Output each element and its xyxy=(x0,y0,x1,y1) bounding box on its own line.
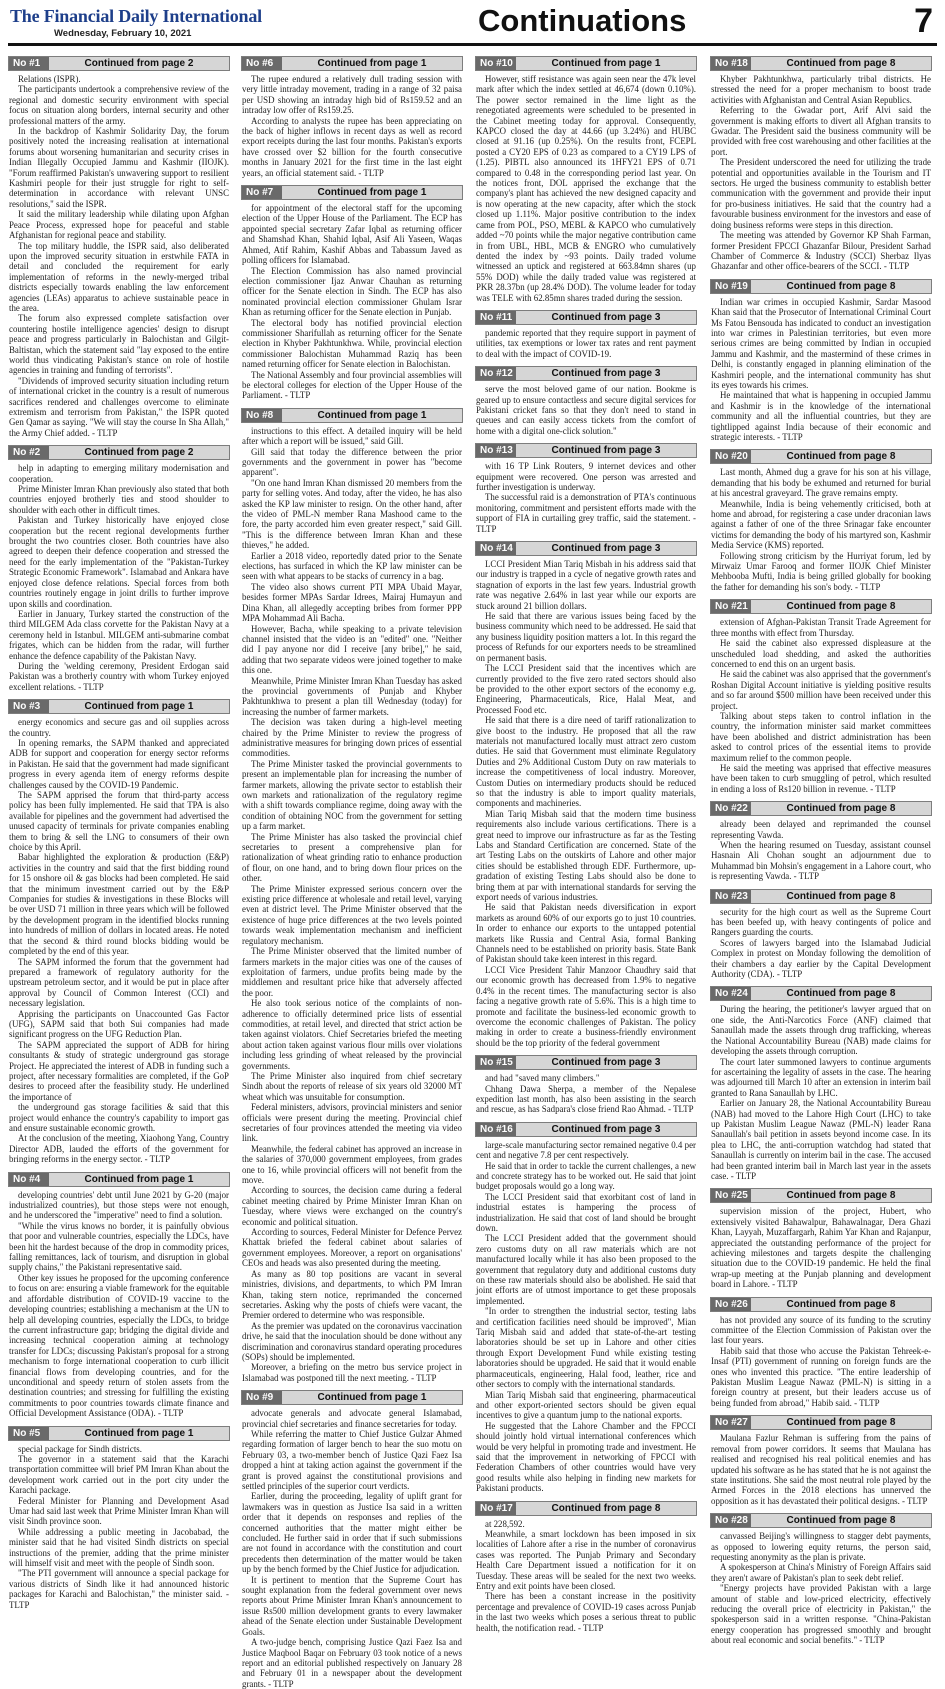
article xyxy=(710,56,932,272)
continued-from-label: Continued from page 8 xyxy=(786,601,896,613)
article-paragraph: for appointment of the electoral staff for the upcoming election of the Upper House of the Parliament. The ECP has appointed special secretary Zafar Iqbal as returning officer and Shamshad Khan, Shahid Iqbal, Asif Ali Yaseen, Waqas Ahmed, Atif Rahim, Kashif Abbas and Tabassum Javed as polling officers for Islamabad. xyxy=(242,203,462,266)
article-paragraph: While referring the matter to Chief Justice Gulzar Ahmed regarding formation of larger bench to hear the suo motu on February 03, a two-member bench of Justice Qazi Faez Isa dropped a hint at taking action against the government if the grant is proved against the constitutional provisions and settled principles of the superior court verdicts. xyxy=(242,1428,462,1491)
continued-from-label: Continued from page 1 xyxy=(551,58,661,69)
article-paragraph: Moreover, a briefing on the metro bus service project in Islamabad was postponed till the next meeting. - TLTP xyxy=(242,1362,462,1383)
continued-from-label: Continued from page 8 xyxy=(786,1417,896,1429)
article xyxy=(710,986,932,1181)
article-paragraph: "On one hand Imran Khan dismissed 20 members from the party for selling votes. And today, after the video, he has also asked the KP law minister to resign. On the other hand, after the video of PML-N member Rana Mashood came to the fore, the party accorded him even greater respect," said Gill. "This is the difference between Imran Khan and these thieves," he added. xyxy=(242,477,462,551)
article-body xyxy=(710,904,932,980)
article-paragraph: He said that there are various issues being faced by the business community which need to be addressed. He said that any business liquidity position matters a lot. In this regard the process of Refunds for our exporters needs to be streamlined on permanent basis. xyxy=(476,611,696,663)
article xyxy=(710,1513,932,1645)
article-body xyxy=(475,381,697,436)
article-paragraph: He suggested that the Lahore Chamber and the FPCCI should jointly hold virtual international conferences which would be very helpful in promoting trade and investment. He said that the improvement in networking of FPCCI with Federation Chambers of other countries would have very good results while also helping in finding new markets for Pakistani products. xyxy=(476,1420,696,1494)
article-number: No #3 xyxy=(9,700,49,713)
issue-date: Wednesday, February 10, 2021 xyxy=(54,28,192,39)
article-paragraph: The court later summoned lawyers to continue arguments for ascertaining the legality of assets in the case. The hearing was adjourned till March 10 after an extension in interim bail granted to Rana Sanaullah by LHC. xyxy=(711,1056,931,1098)
article-number: No #16 xyxy=(476,1123,516,1136)
article-number: No #7 xyxy=(242,186,282,199)
article-number: No #6 xyxy=(242,57,282,70)
article-number: No #21 xyxy=(711,600,751,613)
article-paragraph: A two-judge bench, comprising Justice Qazi Faez Isa and Justice Maqbool Baqar on February 03 took notice of a news report and an editorial published respectively on January 28 and February 01 in a newspaper about the development grants. - TLTP xyxy=(242,1637,462,1689)
article-body xyxy=(8,1441,230,1611)
article-paragraph: During the hearing, the petitioner's lawyer argued that on one side, the Anti-Narcotics Force (ANF) claimed that Sanaullah made the assets through drug trafficking, whereas the National Accountability Bureau (NAB) made claims for developing the assets through corruption. xyxy=(711,1004,931,1057)
article-number: No #10 xyxy=(476,57,516,70)
article-body xyxy=(710,1528,932,1645)
article-paragraph: Habib said that those who accuse the Pakistan Tehreek-e-Insaf (PTI) government of running on foreign funds are the ones who invented this practice. "The entire leadership of Pakistan Muslim League Nawaz (PML-N) is sitting in a foreign country at present, but their leaders accuse us of being funded from abroad," Habib said. - TLTP xyxy=(711,1345,931,1408)
article-paragraph: The LCCI President added that the government should zero customs duty on all raw materials which are not manufactured locally while it has also been proposed to the government that regulatory duty and additional customs duty on these raw materials should also be abolished. He said that joint efforts are of utmost importance to get these proposals implemented. xyxy=(476,1233,696,1306)
article-paragraph: Earlier a 2018 video, reportedly dated prior to the Senate elections, has surfaced in which the KP law minister can be seen with what appears to be stacks of currency in a bag. xyxy=(242,550,462,582)
article-paragraph: energy economics and secure gas and oil supplies across the country. xyxy=(9,717,229,738)
article-paragraph: Following strong criticism by the Hurriyat forum, led by Mirwaiz Umar Farooq and former IIOJK Chief Minister Mehbooba Mufti, India is being grilled globally for booking the father for demanding his son's body. - TLTP xyxy=(711,550,931,592)
article-number: No #28 xyxy=(711,1514,751,1527)
article-header xyxy=(710,1415,932,1430)
article xyxy=(710,889,932,980)
article-paragraph: Scores of lawyers barged into the Islamabad Judicial Complex in protest on Monday following the demolition of their chambers a day earlier by the Capital Development Authority (CDA). - TLTP xyxy=(711,937,931,980)
article-body xyxy=(241,71,463,178)
article-paragraph: with 16 TP Link Routers, 9 internet devices and other equipment were recovered. One person was arrested and further investigation is underway. xyxy=(476,461,696,492)
article-paragraph: Maulana Fazlur Rehman is suffering from the pains of removal from power corridors. It seems that Maulana has realised and recognised his real political enemies and has updated his software as he has stated that he is not against the state institutions. She said the most neutral role played by the Armed Forces in the 2018 elections has unnerved the opposition as it has devastated their political designs. - TLTP xyxy=(711,1433,931,1506)
article-body xyxy=(710,1203,932,1289)
article-header xyxy=(241,185,463,200)
article xyxy=(475,1122,697,1494)
article-paragraph: The successful raid is a demonstration of PTA's continuous monitoring, commitment and persistent efforts made with the support of FIA in curtailing grey traffic, said the statement. - TLTP xyxy=(476,492,696,534)
article-number: No #19 xyxy=(711,280,751,293)
article-header xyxy=(710,889,932,904)
article-paragraph: supervision mission of the project, Hubert, who extensively visited Bahawalpur, Bahawalnagar, Dera Ghazi Khan, Layyah, Muzaffargarh, Rahim Yar Khan and Rajanpur, appreciated the outstanding performance of the project for achieving milestones and targets despite the challenging situation due to the COVID-19 pandemic. He held the final wrap-up meeting at the Punjab planning and development board in Lahore. - TLTP xyxy=(711,1206,931,1290)
article-paragraph: The decision was taken during a high-level meeting chaired by the Prime Minister to review the progress of administrative measures for bringing down prices of essential commodities. xyxy=(242,717,462,759)
article-paragraph: Talking about steps taken to control inflation in the country, the information minister said market committees have been abolished and district administration has been asked to control prices of the essential items to provide maximum relief to the common people. xyxy=(711,710,931,763)
continued-from-label: Continued from page 8 xyxy=(551,1502,661,1514)
article xyxy=(475,443,697,534)
article-body xyxy=(241,1405,463,1689)
article-paragraph: The forum also expressed complete satisfaction over countering hostile intelligence agencies' design to disrupt peace and progress particularly in Balochistan and Gilgit-Baltistan, which the statement said "lay exposed to the entire world thus vindicating Pakistan's stance on role of hostile agencies in training and funding of terrorists". xyxy=(9,313,229,376)
article-paragraph: advocate generals and advocate general Islamabad, provincial chief secretaries and finance secretaries for today. xyxy=(242,1408,462,1429)
continued-from-label: Continued from page 8 xyxy=(786,803,896,815)
article-number: No #11 xyxy=(476,311,516,324)
article-body xyxy=(241,200,463,401)
article-header xyxy=(710,56,932,71)
article xyxy=(710,1297,932,1409)
article-paragraph: According to sources, the decision came during a federal cabinet meeting chaired by Prime Minister Imran Khan on Tuesday, where views were exchanged on the country's economic and political situation. xyxy=(242,1185,462,1227)
article-number: No #23 xyxy=(711,890,751,903)
article-paragraph: Meanwhile, a smart lockdown has been imposed in six localities of Lahore after a rise in the number of coronavirus cases was reported. The Punjab Primary and Secondary Health Care Department issued a notification for it on Tuesday. These areas will be sealed for the next two weeks. Entry and exit points have been closed. xyxy=(476,1528,696,1591)
article-paragraph: The Prime Minister expressed serious concern over the existing price difference at wholesale and retail level, varying even at district level. The Prime Minister observed that the existence of huge price differences at the two levels pointed towards weak implementation mechanism and inefficient regulatory mechanism. xyxy=(242,883,462,946)
article-paragraph: The rupee endured a relatively dull trading session with very little intraday movement, trading in a range of 32 paisa per USD showing an intraday high bid of Rs159.52 and an intraday low offer of Rs159.25. xyxy=(242,74,462,116)
page-number: 7 xyxy=(914,2,933,40)
article-paragraph: Other key issues he proposed for the upcoming conference to focus on are: ensuring a viable framework for the equitable and affordable distribution of COVID-19 vaccine to the developing countries; establishing a mechanism at the UN to help all developing countries, especially the LDCs, to bridge the current infrastructure gap; bridging the digital divide and increasing technical cooperation aiming at technology transfer for LDCs; discussing Pakistan's proposal for a strong mechanism to forge international cooperation to curb illicit financial flows from developing countries, and for the unconditional and speedy return of stolen assets from the destination countries; and stressing for fulfilling the existing commitments to poor countries towards climate finance and Official Development Assistance (ODA). - TLTP xyxy=(9,1272,229,1419)
article-body xyxy=(8,71,230,438)
article-paragraph: pandemic reported that they require support in payment of utilities, tax exemptions or lower tax rates and rent payment to deal with the impact of COVID-19. xyxy=(476,327,696,359)
article-paragraph: He said the cabinet also expressed displeasure at the unscheduled load shedding, and asked the authorities concerned to end this on an urgent basis. xyxy=(711,638,931,669)
continued-from-label: Continued from page 3 xyxy=(551,1057,661,1069)
article-body xyxy=(475,1516,697,1633)
article-paragraph: "In order to strengthen the industrial sector, testing labs and certification facilities need should be improved", Mian Tariq Misbah said and added that state-of-the-art testing laboratories should be set up in Lahore and other cities through Export Development Fund while existing testing laboratories should be upgraded. He said that it would enable pharmaceuticals, engineering, Halal food, leather, rice and other sectors to comply with the international standards. xyxy=(476,1306,696,1390)
continued-from-label: Continued from page 3 xyxy=(551,445,661,457)
article-paragraph: In the backdrop of Kashmir Solidarity Day, the forum positively noted the increasing realisation at international forums about worsening humanitarian and security crises in Indian Illegally Occupied Jammu and Kashmir (IIOJK). "Forum reaffirmed Pakistan's unwavering support to resilient Kashmiri people for their just struggle for right to self-determination in accordance with relevant UNSC resolutions," said the ISPR. xyxy=(9,126,229,209)
column-3 xyxy=(475,56,697,1633)
article-body xyxy=(8,714,230,1164)
article-header xyxy=(475,443,697,458)
article-header xyxy=(475,541,697,556)
article xyxy=(475,366,697,436)
article-paragraph: help in adapting to emerging military modernisation and cooperation. xyxy=(9,463,229,484)
article-paragraph: Pakistan and Turkey historically have enjoyed close cooperation but the recent regional developments further brought the two countries closer. Both countries have also agreed to deepen their defence cooperation and stressed the need for the early implementation of the "Pakistan-Turkey Strategic Economic Framework". Islamabad and Ankara have enjoyed close defence relations. Special forces from both countries routinely engage in joint drills to further improve upon skills and coordination. xyxy=(9,515,229,609)
article-paragraph: When the hearing resumed on Tuesday, assistant counsel Hasnain Ali Chohan sought an adjournment due to Muhammad bin Mohsin's engagement in a Lahore court, who is representing Vawda. - TLTP xyxy=(711,840,931,882)
masthead xyxy=(0,0,945,44)
article-paragraph: The Prime Minister tasked the provincial governments to present an implementable plan for increasing the number of farmer markets, allowing the private sector to establish their own markets and rationalization of the regulatory regime with a shift towards compliance regime, doing away with the condition of obtaining NOC from the government for setting up a farm market. xyxy=(242,758,462,832)
article-header xyxy=(475,1122,697,1137)
article-paragraph: In opening remarks, the SAPM thanked and appreciated ADB for support and cooperation for energy sector reforms in Pakistan. He said that the government had made significant progress in every agenda item of energy reforms despite challenges caused by the COVID-19 Pandemic. xyxy=(9,737,229,790)
article-paragraph: Federal ministers, advisors, provincial ministers and senior officials were present during the meeting. Provincial chief secretaries of four provinces attended the meeting via video link. xyxy=(242,1102,462,1144)
article-number: No #4 xyxy=(9,1173,49,1186)
article-paragraph: Khyber Pakhtunkhwa, particularly tribal districts. He stressed the need for a proper mechanism to boost trade activities with Afghanistan and Central Asian Republics. xyxy=(711,74,931,105)
article-paragraph: at 228,592. xyxy=(485,1518,525,1529)
article-header xyxy=(241,1390,463,1405)
article xyxy=(475,56,697,303)
article-body xyxy=(710,614,932,794)
article-body xyxy=(8,1187,230,1419)
article-body xyxy=(475,1137,697,1494)
continued-from-label: Continued from page 3 xyxy=(551,311,661,323)
article-number: No #1 xyxy=(9,57,49,70)
article-body xyxy=(710,1001,932,1181)
article-header xyxy=(8,445,230,460)
article-body xyxy=(475,71,697,303)
article-body xyxy=(710,294,932,443)
article xyxy=(8,699,230,1164)
article-paragraph: Relations (ISPR). xyxy=(18,74,81,84)
article-paragraph: instructions to this effect. A detailed inquiry will be held after which a report will be issued," said Gill. xyxy=(242,425,462,447)
article-paragraph: He said that in order to tackle the current challenges, a new and concrete strategy has to be worked out. He said that joint budget proposals would go a long way. xyxy=(476,1160,696,1192)
article-paragraph: As the premier was updated on the coronavirus vaccination drive, he said that the inoculation should be done without any discrimination and coronavirus standard operating procedures (SOPs) should be implemented. xyxy=(242,1320,462,1362)
article-header xyxy=(710,1297,932,1312)
article-header xyxy=(710,279,932,294)
article-body xyxy=(8,460,230,692)
article xyxy=(710,801,932,881)
article xyxy=(8,56,230,438)
article-paragraph: As many as 80 top positions are vacant in several ministries, divisions, and departments, to which PM Imran Khan, taking stern notice, reprimanded the concerned secretaries. Asking why the posts of chiefs were vacant, the Premier ordered to determine who was responsible. xyxy=(242,1268,462,1321)
article-header xyxy=(8,1426,230,1441)
article-header xyxy=(475,366,697,381)
article xyxy=(475,1501,697,1633)
article-body xyxy=(710,1430,932,1506)
article-number: No #22 xyxy=(711,802,751,815)
article-paragraph: He said the cabinet was also apprised that the government's Roshan Digital Account initiative is yielding positive results and so far around $500 million have been received under this project. xyxy=(711,669,931,711)
article-number: No #8 xyxy=(242,409,282,422)
continued-from-label: Continued from page 3 xyxy=(551,543,661,555)
column-1 xyxy=(8,56,230,1610)
article-paragraph: LCCI President Mian Tariq Misbah in his address said that our industry is trapped in a cycle of negative growth rates and stagnation of exports in the last few years. Industrial growth rate was negative 2.64% in last year while our exports are stuck around 21 billion dollars. xyxy=(476,559,696,611)
article-paragraph: Prime Minister Imran Khan previously also stated that both countries enjoyed brotherly ties and stood shoulder to shoulder with each other in difficult times. xyxy=(9,484,229,515)
article-paragraph: and had "saved many climbers." xyxy=(485,1073,600,1084)
article-paragraph: "Dividends of improved security situation including return of international cricket in the country is a result of numerous sacrifices rendered and challenges overcome to eliminate extremism and terrorism from Pakistan," the ISPR quoted Gen Qamar as saying. "We will stay the course In Sha Allah," the Army Chief added. - TLTP xyxy=(9,375,229,438)
article-paragraph: serve the most beloved game of our nation. Bookme is geared up to ensure contactless and secure digital services for Pakistani cricket fans so that they don't need to stand in queues and can easily access tickets from the comfort of home with a digital one-click solution." xyxy=(476,384,696,436)
article-paragraph: security for the high court as well as the Supreme Court has been beefed up, with heavy contingents of police and Rangers guarding the courts. xyxy=(711,906,931,938)
continued-from-label: Continued from page 3 xyxy=(551,368,661,380)
article-number: No #26 xyxy=(711,1298,751,1311)
article-number: No #13 xyxy=(476,444,516,457)
article-paragraph: has not provided any source of its funding to the scrutiny committee of the Election Commission of Pakistan over the last four years. xyxy=(711,1314,931,1346)
article-paragraph: He said that there is a dire need of tariff rationalization to give boost to the industry. He proposed that all the raw materials not manufactured locally must attract zero custom duties. He said that Government must eliminate Regulatory Duties and 2% Additional Custom Duty on raw materials to increase the competitiveness of local industry. Moreover, Custom Duties on intermediary products should be reduced so that the industry is able to import quality materials, components and machineries. xyxy=(476,715,696,809)
article-paragraph: The LCCI President said that exorbitant cost of land in industrial estates is hampering the process of industrialization. He said that cost of land should be brought down. xyxy=(476,1191,696,1233)
article xyxy=(475,1055,697,1115)
article-number: No #17 xyxy=(476,1502,516,1515)
article-paragraph: Meanwhile, the federal cabinet has approved an increase in the salaries of 370,000 government employees, from grades one to 16, while provincial officers will not benefit from the move. xyxy=(242,1143,462,1186)
article-body xyxy=(710,71,932,272)
article-paragraph: It said the military leadership while dilating upon Afghan Peace Process, expressed hope for peaceful and stable Afghanistan for regional peace and stability. xyxy=(9,209,229,241)
article-header xyxy=(475,56,697,71)
article-header xyxy=(8,56,230,71)
article-paragraph: extension of Afghan-Pakistan Transit Trade Agreement for three months with effect from Thursday. xyxy=(711,617,931,638)
article-paragraph: The National Assembly and four provincial assemblies will be electoral colleges for election of the Upper House of the Parliament. - TLTP xyxy=(242,369,462,401)
article-paragraph: The Prime Minister has also tasked the provincial chief secretaries to present a comprehensive plan for rationalization of wheat grinding ratio to enhance production of flour, on one hand, and to bring down flour prices on the other. xyxy=(242,831,462,884)
article-paragraph: Earlier on January 28, the National Accountability Bureau (NAB) had moved to the Lahore High Court (LHC) to take up Pakistan Muslim League Nawaz (PML-N) leader Rana Sanaullah's bail petition in assets beyond income case. In its plea to LHC, the anti-corruption watchdog had stated that Sanaullah is currently on interim bail in the case. The accused had been granted interim bail in March last year in the assets case. - TLTP xyxy=(711,1098,931,1181)
article-header xyxy=(475,1055,697,1070)
article-paragraph: However, Bacha, while speaking to a private television channel insisted that the video is an "edited" one. "Neither did I pay anyone nor did I receive [any bribe]," he said, adding that two separate videos were joined together to make this one. xyxy=(242,623,462,676)
article-paragraph: At the conclusion of the meeting, Xiaohong Yang, Country Director ADB, lauded the efforts of the government for bringing reforms in the energy sector. - TLTP xyxy=(9,1133,229,1165)
article-paragraph: It is pertinent to mention that the Supreme Court has sought explanation from the federal government over news reports about Prime Minister Imran Khan's announcement to issue Rs500 million development grants to every lawmaker ahead of the Senate election under Sustainable Development Goals. xyxy=(242,1574,462,1637)
newspaper-name[interactable]: The Financial Daily International xyxy=(10,6,262,26)
article-number: No #14 xyxy=(476,542,516,555)
article-number: No #25 xyxy=(711,1189,751,1202)
article-paragraph: canvassed Beijing's willingness to stagger debt payments, as opposed to lowering equity returns, the person said, requesting anonymity as the plan is private. xyxy=(711,1531,931,1562)
article xyxy=(710,1188,932,1289)
article-paragraph: special package for Sindh districts. xyxy=(18,1443,142,1454)
article-body xyxy=(475,556,697,1048)
article-paragraph: Federal Minister for Planning and Development Asad Umar had said last week that Prime Minister Imran Khan will visit Sindh province soon. xyxy=(9,1495,229,1527)
article-paragraph: Last month, Ahmed dug a grave for his son at his village, demanding that his body be exhumed and returned for burial at his ancestral graveyard. The grave remains empty. xyxy=(711,467,931,499)
article-paragraph: The electoral body has notified provincial election commissioner Sharifullah as returning officer for the Senate election in Khyber Pakhtunkhwa. While, provincial election commissioner Balochistan Muhammad Raziq has been named returning officer for Senate election in Balochistan. xyxy=(242,317,462,370)
article-number: No #12 xyxy=(476,367,516,380)
article-paragraph: The SAPM appreciated the support of ADB for hiring consultants & study of strategic underground gas storage Project. He appreciated the interest of ADB in funding such a project, after necessary formalities are completed, if the GoP desires to proceed after the feasibility study. He underlined the importance of xyxy=(9,1039,229,1102)
article xyxy=(710,279,932,443)
article-paragraph: The LCCI President said that the incentives which are currently provided to the five zero rated sectors should also be provided to the other export sectors of the economy e.g. Engineering, Pharmaceuticals, Rice, Halal Meat, and Processed Food etc. xyxy=(476,663,696,715)
section-title: Continuations xyxy=(478,3,687,38)
article-paragraph: Earlier, during the proceeding, legality of uplift grant for lawmakers was in question as Justice Isa said in a written order that it depends on responses and replies of the concerned authorities that the matter might either be concluded. He further said in order that if such submissions are not found in accordance with the constitution and court precedents then determination of the matter would be taken up by the bench formed by the Chief Justice for adjudication. xyxy=(242,1491,462,1575)
article-paragraph: The participants undertook a comprehensive review of the regional and domestic security environment with special focus on situation along borders, internal security and other professional matters of the army. xyxy=(9,84,229,126)
continued-from-label: Continued from page 1 xyxy=(317,58,427,69)
continued-from-label: Continued from page 8 xyxy=(786,1298,896,1310)
article-header xyxy=(710,801,932,816)
article-body xyxy=(475,325,697,359)
continued-from-label: Continued from page 1 xyxy=(317,1392,427,1404)
article-paragraph: Mian Tariq Misbah said that the modern time business requirements also include various certifications. There is a great need to improve our infrastructure as far as the Testing Labs and Standard Certification are concerned. State of the art Testing Labs on the outskirts of Lahore and other major cities should be established through EDF. Furthermore, up-gradation of existing Testing Labs should also be done to bring them at par with international standards for serving the export needs of various industries. xyxy=(476,808,696,903)
article-header xyxy=(710,986,932,1001)
article-header xyxy=(710,449,932,464)
article-number: No #27 xyxy=(711,1416,751,1429)
article-header xyxy=(710,1188,932,1203)
continued-from-label: Continued from page 1 xyxy=(84,1173,194,1185)
continued-from-label: Continued from page 1 xyxy=(317,187,427,199)
article-paragraph: A spokesperson at China's Ministry of Foreign Affairs said they aren't aware of Pakistan's plan to seek debt relief. xyxy=(711,1562,931,1583)
masthead-rule xyxy=(8,43,937,46)
continued-from-label: Continued from page 8 xyxy=(786,58,896,69)
article-number: No #15 xyxy=(476,1056,516,1069)
article xyxy=(8,1172,230,1419)
article-paragraph: Earlier in January, Turkey started the construction of the third MILGEM Ada class corvette for the Pakistan Navy at a ceremony held in Istanbul. MILGEM anti-submarine combat frigates, which can be hidden from the radar, will further enhance the defence capability of the Pakistan Navy. xyxy=(9,608,229,661)
article-paragraph: The meeting was attended by Governor KP Shah Farman, former President FPCCI Ghazanfar Bilour, President Sarhad Chamber of Commerce & Industry (SCCI) Sherbaz Ilyas Ghazanfar and other office-bearers of the SCCI. - TLTP xyxy=(711,230,931,272)
article-paragraph: Chhang Dawa Sherpa, a member of the Nepalese expedition last month, has also been assisting in the search and rescue, as has Sadpara's close friend Rao Ahmad. - TLTP xyxy=(476,1083,696,1115)
continued-from-label: Continued from page 8 xyxy=(786,890,896,902)
article-header xyxy=(8,699,230,714)
masthead-left xyxy=(10,6,262,39)
article xyxy=(710,1415,932,1506)
article-body xyxy=(475,458,697,534)
article xyxy=(710,449,932,592)
article-number: No #2 xyxy=(9,446,49,459)
article-number: No #20 xyxy=(711,450,751,463)
article-paragraph: Mian Tariq Misbah said that engineering, pharmaceutical and other export-oriented sectors should be given equal incentives to give a quantum jump to the national exports. xyxy=(476,1389,696,1421)
article-header xyxy=(710,1513,932,1528)
article-body xyxy=(241,423,463,1383)
article-paragraph: The video also shows current PTI MPA Ubaid Mayar, besides former MPAs Sardar Idrees, Mairaj Humayun and Dina Khan, all allegedly accepting bribes from former PPP MPA Mohammad Ali Bacha. xyxy=(242,581,462,624)
article-paragraph: He maintained that what is happening in occupied Jammu and Kashmir is in the knowledge of the international community and all the influential countries, but they are tightlipped against India because of their economic and strategic interests. - TLTP xyxy=(711,390,931,442)
article-number: No #9 xyxy=(242,1391,282,1404)
article-paragraph: He said that Pakistan needs diversification in export markets as around 60% of our exports go to just 10 countries. In order to enhance our exports to the untapped potential markets like Russia and Central Asia, formal Banking Channels need to be established on priority basis. State Bank of Pakistan should take keen interest in this regard. xyxy=(476,902,696,965)
article xyxy=(241,1390,463,1689)
article-body xyxy=(710,1312,932,1409)
article-paragraph: The governor in a statement said that the Karachi transportation committee will brief PM Imran Khan about the development work carried out in the port city under the Karachi package. xyxy=(9,1453,229,1496)
continued-from-label: Continued from page 8 xyxy=(786,451,896,463)
article xyxy=(241,56,463,178)
article-number: No #5 xyxy=(9,1427,49,1440)
article-paragraph: Gill said that today the difference between the prior governments and the government in power has "become apparent". xyxy=(242,446,462,478)
article-number: No #18 xyxy=(711,57,751,70)
article-paragraph: The top military huddle, the ISPR said, also deliberated upon the improved security situation in erstwhile FATA in detail and concluded the requirement for early implementation of reforms in the newly-merged tribal districts especially towards enabling the law enforcement agencies (LEAs) apparatus to achieve sustainable peace in the area. xyxy=(9,240,229,313)
article-paragraph: the underground gas storage facilities & said that this project would enhance the country's capability to import gas and ensure sustainable economic growth. xyxy=(9,1102,229,1133)
article-paragraph: He said the meeting was apprised that effective measures have been taken to curb smuggling of petrol, which resulted in ending a loss of Rs120 billion in revenue. - TLTP xyxy=(711,762,931,794)
continued-from-label: Continued from page 8 xyxy=(786,988,896,1000)
continued-from-label: Continued from page 1 xyxy=(84,701,194,713)
article xyxy=(241,185,463,401)
article-paragraph: large-scale manufacturing sector remained negative 0.4 per cent and negative 7.8 per cent respectively. xyxy=(476,1139,696,1161)
article-paragraph: However, stiff resistance was again seen near the 47k level mark after which the index settled at 46,674 (down 0.10%). The power sector remained in the lime light as the renegotiated agreements were scheduled to be presented in the Cabinet meeting today for approval. Consequently, KAPCO closed the day at 44.66 (up 3.24%) and HUBC closed at 91.16 (up 0.25%). On the results front, FCEPL posted a CY20 EPS of 0.23 as compared to a CY19 LPS of (1.25). PIBTL also announced its 1HFY21 EPS of 0.71 compared to 0.48 in the corresponding period last year. On the notices front, DOL apprised the exchange that the company's plant has achieved the new designed capacity and is now operating at the new capacity, after which the stock closed up 1.11%. Major positive contribution to the index came from POL, PSO, MEBL & KAPCO who cumulatively added ~70 points while the major negative contribution came in from UBL, HBL, MCB & ENGRO who cumulatively dented the index by ~93 points. Daily traded volume witnessed an uptick and registered at 663.84mn shares (up 55% DOD) while the daily traded value was registered at PKR 28.37bn (up 28.4% DOD). The volume leader for today was TELE with 62.85mn shares traded during the session. xyxy=(476,74,696,303)
continued-from-label: Continued from page 1 xyxy=(84,1427,194,1439)
article-paragraph: Meanwhile, Prime Minister Imran Khan Tuesday has asked the provincial governments of Punjab and Khyber Pakhtunkhwa to present a plan till Wednesday (today) for increasing the number of farmer markets. xyxy=(242,675,462,717)
article-paragraph: The President underscored the need for utilizing the trade potential and opportunities available in the Tourism and IT sectors. He urged the business community to establish better communication with the government and provide their input for pro-business initiatives. He said that the country had a favourable business environment for the investors and ease of doing business reforms were steps in this direction. xyxy=(711,157,931,230)
article-paragraph: The Prime Minister observed that the limited number of farmers markets in the major cities was one of the causes of exploitation of farmers, undue profits being made by the middlemen and resultant price hike that adversely affected the poor. xyxy=(242,946,462,998)
article-paragraph: "The PTI government will announce a special package for various districts of Sindh like it had announced historic packages for Karachi and Balochistan," the minister said. - TLTP xyxy=(9,1568,229,1610)
article-header xyxy=(475,310,697,325)
article-paragraph: LCCI Vice President Tahir Manzoor Chaudhry said that our economic growth has decreased from 1.9% to negative 0.4% in the recent times. The manufacturing sector is also facing a negative growth rate of 5.6%. This is a high time to promote and facilitate the business-led economic growth to overcome the economic challenges of Pakistan. The policy making in order to create a business-friendly environment should be the top priority of the federal government xyxy=(476,964,696,1048)
article-paragraph: developing countries' debt until June 2021 by G-20 (major industrialized countries), but those steps were not enough, and he underscored the "imperative" need to find a solution. xyxy=(9,1189,229,1221)
article-paragraph: "While the virus knows no border, it is painfully obvious that poor and vulnerable countries, especially the LDCs, have been hit the hardest because of the drop in commodity prices, falling remittances, lack of tourism, and disruption in global supply chains," the Pakistani representative said. xyxy=(9,1220,229,1273)
article xyxy=(475,310,697,359)
article-paragraph: Babar highlighted the exploration & production (E&P) activities in the country and said that the first bidding round for 15 onshore oil & gas blocks had been completed. He said that the minimum investment carried out by the E&P Companies for studies & investigations in these Blocks will be over USD 71 million in three years which will be followed by the development program in the identified blocks running into hundreds of million of dollars in located areas. He noted that the second & third round blocks bidding would be completed by the end of this year. xyxy=(9,852,229,957)
article-header xyxy=(241,408,463,423)
article xyxy=(475,541,697,1048)
continued-from-label: Continued from page 8 xyxy=(786,280,896,292)
article-header xyxy=(475,1501,697,1516)
article-paragraph: Apprising the participants on Unaccounted Gas Factor (UFG), SAPM said that both Sui companies had made significant progress on the UFG Reduction Plan. xyxy=(9,1008,229,1040)
article-body xyxy=(710,816,932,881)
article-header xyxy=(710,599,932,614)
article-paragraph: He also took serious notice of the complaints of non-adherence to officially determined price lists of essential commodities, at retail level, and directed that strict action be taken against violators. Chief Secretaries briefed the meeting about action taken against various flour mills over violations including less grinding of wheat released by the provincial governments. xyxy=(242,998,462,1071)
article-paragraph: already been delayed and reprimanded the counsel representing Vawda. xyxy=(711,819,931,840)
article-body xyxy=(710,464,932,592)
continued-from-label: Continued from page 1 xyxy=(317,409,427,421)
article-paragraph: According to analysts the rupee has been appreciating on the back of higher inflows in recent days as well as record export receipts during the last four months. Pakistan's exports have crossed over $2 billion for the fourth consecutive months in January 2021 for the first time in the last eight years, an official statement said. - TLTP xyxy=(242,115,462,178)
article-paragraph: Meanwhile, India is being vehemently criticised, both at home and abroad, for registering a case under draconian laws against a father of one of the three Srinagar fake encounter victims for demanding the body of his martyred son, Kashmir Media Service (KMS) reported. xyxy=(711,498,931,551)
article xyxy=(710,599,932,794)
article-header xyxy=(241,56,463,71)
article-number: No #24 xyxy=(711,987,751,1000)
article-paragraph: The SAPM apprised the forum that third-party access policy has been fully implemented. He said that TPA is also available for pipelines and the government had advertised the unused capacity of terminals for private companies enabling them to bring & sell the LNG to consumers of their own choice by this April. xyxy=(9,790,229,853)
article-paragraph: The Prime Minister also inquired from chief secretary Sindh about the reports of release of six years old 32000 MT wheat which was unsuitable for consumption. xyxy=(242,1070,462,1102)
article-paragraph: The Election Commission has also named provincial election commissioner Ijaz Anwar Chauhan as returning officer for the Senate election in Sindh. The ECP has also nominated provincial election commissioner Ghulam Israr Khan as returning officer for the Senate election in Punjab. xyxy=(242,265,462,318)
continued-from-label: Continued from page 8 xyxy=(786,1515,896,1527)
article xyxy=(8,1426,230,1611)
article-paragraph: During the 'welding ceremony, President Erdogan said Pakistan was a brotherly country with whom Turkey enjoyed excellent relations. - TLTP xyxy=(9,660,229,692)
column-2 xyxy=(241,56,463,1689)
article-paragraph: Referring to the Gwadar port, Arif Alvi said the government is making efforts to divert all Afghan transits to Gwadar. The President said the business community will be provided with free cost warehousing and other facilities at the port. xyxy=(711,105,931,157)
article-body xyxy=(475,1070,697,1115)
article-paragraph: Indian war crimes in occupied Kashmir, Sardar Masood Khan said that the Prosecutor of International Criminal Court Ms Fatou Bensouda has indicated to conduct an investigation into war crimes in Palestinian territories, but even more serious crimes are being committed by Indian in occupied Jammu and Kashmir, and the mastermind of these crimes in Delhi, is constantly engaged in planning elimination of the Kashmiri people, and the international community has shut its eyes towards his crimes. xyxy=(711,296,931,390)
article-paragraph: "Energy projects have provided Pakistan with a large amount of stable and low-priced electricity, effectively reducing the overall price of electricity in Pakistan," the spokesperson said in a written response. "China-Pakistan energy cooperation has progressed smoothly and brought about real economic and social benefits." - TLTP xyxy=(711,1583,931,1646)
article-paragraph: According to sources, Federal Minister for Defence Pervez Khattak briefed the federal cabinet about salaries of government employees. Moreover, a report on organisations' CEOs and heads was also presented during the meeting. xyxy=(242,1227,462,1269)
article xyxy=(241,408,463,1383)
article-paragraph: The SAPM informed the forum that the government had prepared a framework of regulatory authority for the upstream petroleum sector, and it would be put in place after approval by Council of Common Interest (CCI) and necessary legislation. xyxy=(9,956,229,1009)
article-paragraph: While addressing a public meeting in Jacobabad, the minister said that he had visited Sindh districts on special instructions of the premier, adding that the prime minister will himself visit and meet with the people of Sindh soon. xyxy=(9,1526,229,1569)
continued-from-label: Continued from page 3 xyxy=(551,1123,661,1135)
continued-from-label: Continued from page 8 xyxy=(786,1190,896,1202)
article-paragraph: There has been a constant increase in the positivity percentage and prevalence of COVID-19 cases across Punjab in the last two weeks which poses a serious threat to public health, the notification read. - TLTP xyxy=(476,1591,696,1633)
article xyxy=(8,445,230,692)
column-4 xyxy=(710,56,932,1646)
continued-from-label: Continued from page 2 xyxy=(84,58,194,69)
continued-from-label: Continued from page 2 xyxy=(84,447,194,459)
article-header xyxy=(8,1172,230,1187)
